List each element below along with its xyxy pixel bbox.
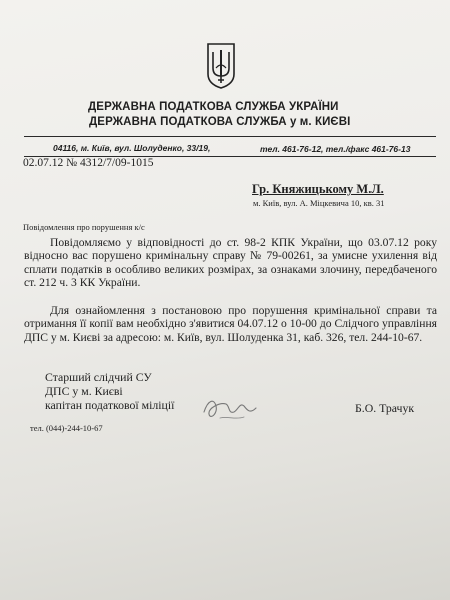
header-rule-top xyxy=(24,136,436,137)
coat-of-arms-icon xyxy=(206,42,236,90)
body-paragraph-2-text: Для ознайомлення з постановою про порушення кримінальної справи та отримання її копії вам необхідно з'явитися 04.07.12 о 10-00 до Слідчого управління ДПС у м. Києві за адресою: м. Київ, вул. Шолуденка 31, каб. 326, тел. 244-10-67. xyxy=(24,304,437,344)
signatory-title-line-1: Старший слідчий СУ xyxy=(45,370,152,384)
org-phones: тел. 461-76-12, тел./факс 461-76-13 xyxy=(260,144,411,154)
document-date-number: 02.07.12 № 4312/7/09-1015 xyxy=(23,157,154,169)
body-paragraph-1 xyxy=(24,236,437,290)
org-name-line-1: ДЕРЖАВНА ПОДАТКОВА СЛУЖБА УКРАЇНИ xyxy=(88,101,339,113)
org-name-line-2: ДЕРЖАВНА ПОДАТКОВА СЛУЖБА у м. КИЄВІ xyxy=(89,116,351,128)
org-address: 04116, м. Київ, вул. Шолуденко, 33/19, xyxy=(53,143,211,153)
document-subject: Повідомлення про порушення к/с xyxy=(23,222,145,232)
body-paragraph-2 xyxy=(24,304,437,344)
footer-phone: тел. (044)-244-10-67 xyxy=(30,423,103,433)
handwritten-signature xyxy=(200,392,270,426)
signatory-name: Б.О. Трачук xyxy=(355,401,415,415)
recipient-address: м. Київ, вул. А. Міцкевича 10, кв. 31 xyxy=(253,198,385,208)
signatory-title-line-3: капітан податкової міліції xyxy=(45,398,175,412)
signatory-title-line-2: ДПС у м. Києві xyxy=(45,384,123,398)
recipient-name: Гр. Княжицькому М.Л. xyxy=(252,182,384,196)
body-paragraph-1-text: Повідомляємо у відповідності до ст. 98-2 КПК України, що 03.07.12 року відносно вас порушено кримінальну справу № 79-00261, за умисне ухилення від сплати податків в особливо великих розмірах, за ознаками злочину, передбаченого ст. 212 ч. 3 КК України. xyxy=(24,236,437,290)
